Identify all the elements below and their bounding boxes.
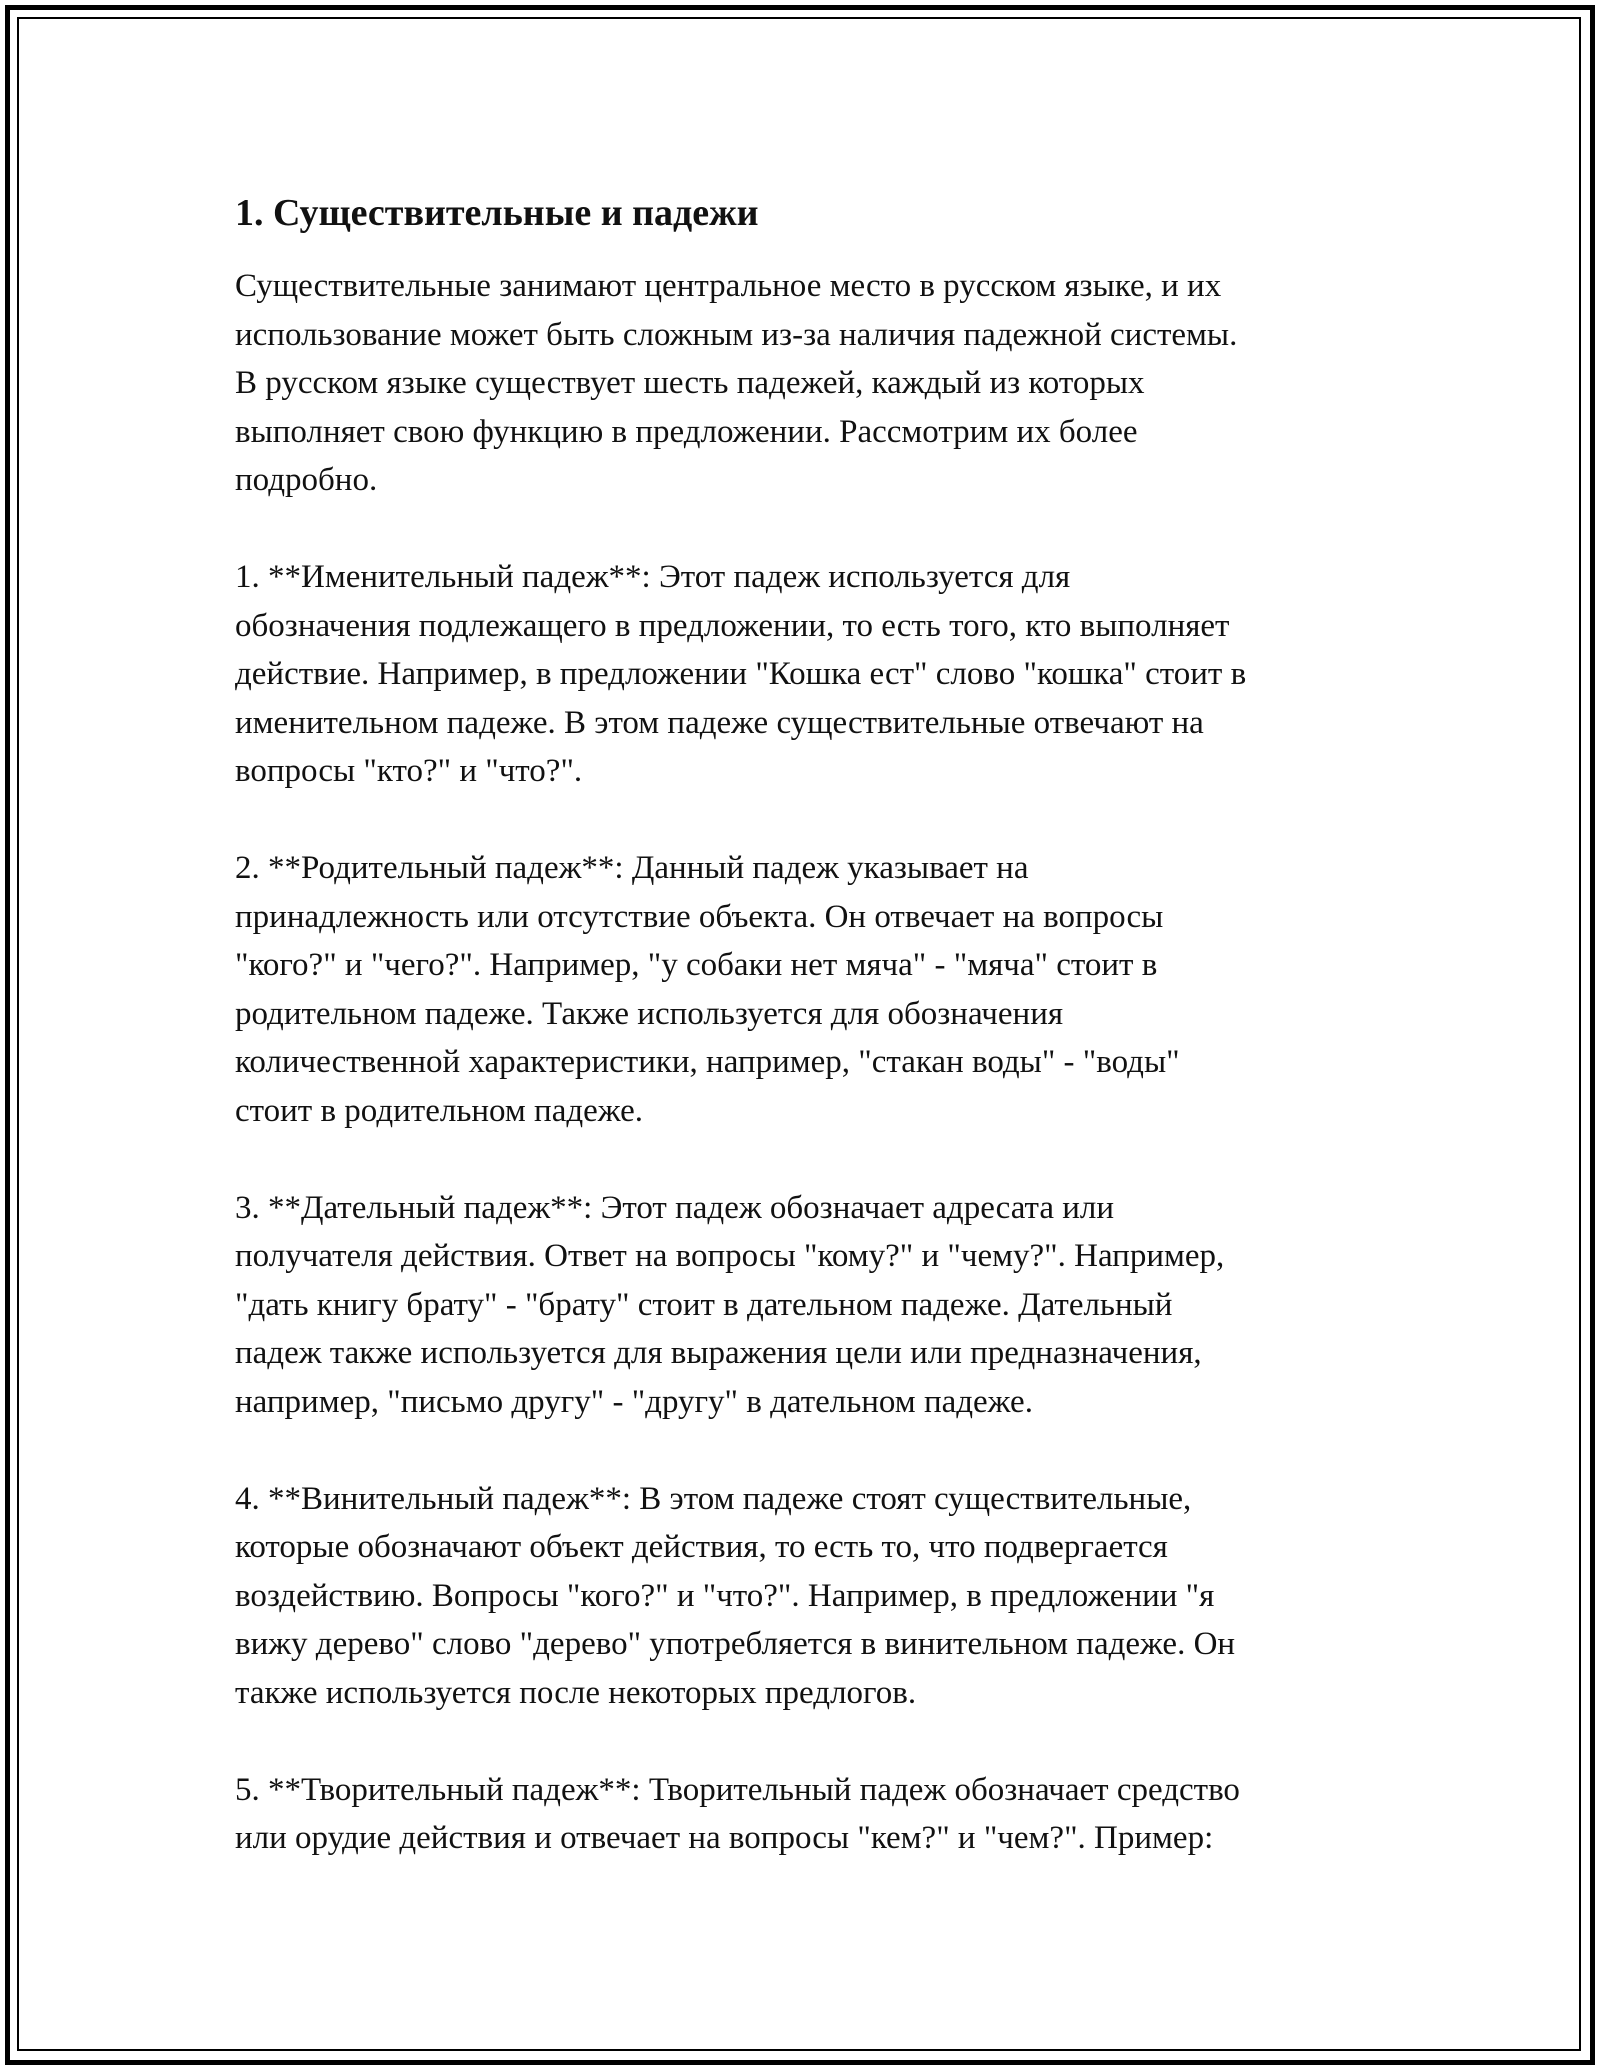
text-line: 3. **Дательный падеж**: Этот падеж обозначает адресата или bbox=[235, 1189, 1115, 1226]
text-line: например, "письмо другу" - "другу" в дательном падеже. bbox=[235, 1383, 1033, 1420]
text-line: стоит в родительном падеже. bbox=[235, 1092, 644, 1129]
paragraph bbox=[235, 1475, 1385, 1718]
text-line: 5. **Творительный падеж**: Творительный падеж обозначает средство bbox=[235, 1771, 1240, 1808]
text-line: воздействию. Вопросы "кого?" и "что?". Например, в предложении "я bbox=[235, 1577, 1215, 1614]
text-line: или орудие действия и отвечает на вопросы "кем?" и "чем?". Пример: bbox=[235, 1820, 1214, 1856]
text-line: действие. Например, в предложении "Кошка ест" слово "кошка" стоит в bbox=[235, 656, 1247, 692]
text-line: вижу дерево" слово "дерево" употребляется в винительном падеже. Он bbox=[235, 1626, 1236, 1662]
paragraph-list bbox=[235, 262, 1385, 1863]
paragraph bbox=[235, 553, 1385, 796]
text-line: обозначения подлежащего в предложении, то есть того, кто выполняет bbox=[235, 607, 1230, 644]
document-body bbox=[235, 188, 1385, 1911]
text-line: именительном падеже. В этом падеже существительные отвечают на bbox=[235, 704, 1204, 741]
text-line: 1. **Именительный падеж**: Этот падеж используется для bbox=[235, 559, 1071, 595]
text-line: В русском языке существует шесть падежей, каждый из которых bbox=[235, 365, 1145, 401]
text-line: количественной характеристики, например, "стакан воды" - "воды" bbox=[235, 1044, 1180, 1080]
paragraph bbox=[235, 844, 1385, 1135]
text-line: падеж также используется для выражения цели или предназначения, bbox=[235, 1335, 1202, 1371]
paragraph bbox=[235, 1184, 1385, 1427]
text-line: использование может быть сложным из-за наличия падежной системы. bbox=[235, 316, 1238, 353]
text-line: которые обозначают объект действия, то есть то, что подвергается bbox=[235, 1529, 1168, 1565]
text-line: "дать книгу брату" - "брату" стоит в дательном падеже. Дательный bbox=[235, 1286, 1173, 1323]
section-heading: 1. Существительные и падежи bbox=[235, 192, 759, 234]
text-line: Существительные занимают центральное место в русском языке, и их bbox=[235, 268, 1222, 304]
text-line: также используется после некоторых предлогов. bbox=[235, 1674, 917, 1711]
text-line: родительном падеже. Также используется для обозначения bbox=[235, 995, 1064, 1032]
text-line: подробно. bbox=[235, 462, 378, 498]
text-line: принадлежность или отсутствие объекта. Он отвечает на вопросы bbox=[235, 898, 1164, 935]
text-line: получателя действия. Ответ на вопросы "кому?" и "чему?". Например, bbox=[235, 1238, 1225, 1274]
text-line: вопросы "кто?" и "что?". bbox=[235, 753, 583, 789]
text-line: 4. **Винительный падеж**: В этом падеже стоят существительные, bbox=[235, 1480, 1192, 1517]
text-line: "кого?" и "чего?". Например, "у собаки нет мяча" - "мяча" стоит в bbox=[235, 947, 1158, 983]
paragraph bbox=[235, 262, 1385, 505]
paragraph bbox=[235, 1766, 1385, 1863]
text-line: выполняет свою функцию в предложении. Рассмотрим их более bbox=[235, 413, 1138, 450]
text-line: 2. **Родительный падеж**: Данный падеж указывает на bbox=[235, 850, 1029, 886]
